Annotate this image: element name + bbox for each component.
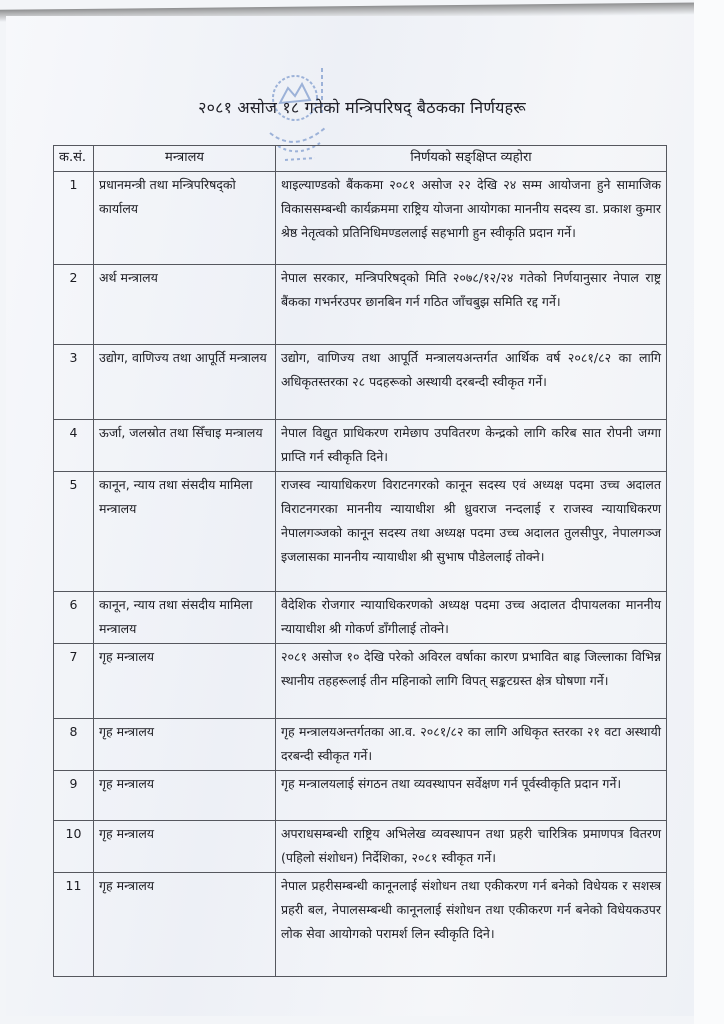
row-decision: नेपाल प्रहरीसम्बन्धी कानूनलाई संशोधन तथा एकीकरण गर्न बनेको विधेयक र सशस्त्र प्रहरी बल, नेपालसम्बन्धी कानूनलाई संशोधन तथा एकीकरण गर्न बनेको विधेयकउपर लोक सेवा आयोगको परामर्श लिन स्वीकृति दिने। <box>276 873 667 977</box>
table-row <box>54 172 667 265</box>
row-decision: थाइल्याण्डको बैंककमा २०८१ असोज २२ देखि २४ सम्म आयोजना हुने सामाजिक विकाससम्बन्धी कार्यक्रममा राष्ट्रिय योजना आयोगका माननीय सदस्य डा. प्रकाश कुमार श्रेष्ठ नेतृत्वको प्रतिनिधिमण्डललाई सहभागी हुन स्वीकृति प्रदान गर्ने। <box>276 172 667 265</box>
row-ministry: कानून, न्याय तथा संसदीय मामिला मन्त्रालय <box>94 592 276 644</box>
table-header-row <box>54 146 667 172</box>
header-decision: निर्णयको सङ्क्षिप्त व्यहोरा <box>276 146 667 172</box>
table-row <box>54 873 667 977</box>
row-ministry: गृह मन्त्रालय <box>94 873 276 977</box>
table-row <box>54 644 667 719</box>
scan-margin <box>694 0 724 1024</box>
row-serial: 1 <box>54 172 94 265</box>
table-row <box>54 719 667 771</box>
table-row <box>54 420 667 472</box>
table-row <box>54 345 667 420</box>
row-serial: 7 <box>54 644 94 719</box>
table-row <box>54 771 667 821</box>
row-serial: 5 <box>54 472 94 592</box>
row-decision: नेपाल सरकार, मन्त्रिपरिषद्को मिति २०७८/१२/२४ गतेको निर्णयानुसार नेपाल राष्ट्र बैंकका गभर्नरउपर छानबिन गर्न गठित जाँचबुझ समिति रद्द गर्ने। <box>276 265 667 345</box>
table-row <box>54 265 667 345</box>
row-ministry: प्रधानमन्त्री तथा मन्त्रिपरिषद्को कार्यालय <box>94 172 276 265</box>
row-decision: गृह मन्त्रालयअन्तर्गतका आ.व. २०८१/८२ का लागि अधिकृत स्तरका २१ वटा अस्थायी दरबन्दी स्वीकृत गर्ने। <box>276 719 667 771</box>
row-decision: अपराधसम्बन्धी राष्ट्रिय अभिलेख व्यवस्थापन तथा प्रहरी चारित्रिक प्रमाणपत्र वितरण (पहिलो संशोधन) निर्देशिका, २०८१ स्वीकृत गर्ने। <box>276 821 667 873</box>
row-decision: २०८१ असोज १० देखि परेको अविरल वर्षाका कारण प्रभावित बाह्र जिल्लाका विभिन्न स्थानीय तहहरूलाई तीन महिनाको लागि विपत् सङ्कटग्रस्त क्षेत्र घोषणा गर्ने। <box>276 644 667 719</box>
row-decision: नेपाल विद्युत प्राधिकरण रामेछाप उपवितरण केन्द्रको लागि करिब सात रोपनी जग्गा प्राप्ति गर्न स्वीकृति दिने। <box>276 420 667 472</box>
table-row <box>54 821 667 873</box>
row-ministry: कानून, न्याय तथा संसदीय मामिला मन्त्रालय <box>94 472 276 592</box>
row-serial: 3 <box>54 345 94 420</box>
row-serial: 2 <box>54 265 94 345</box>
row-serial: 11 <box>54 873 94 977</box>
page-title: २०८१ असोज १८ गतेको मन्त्रिपरिषद् बैठकका निर्णयहरू <box>198 98 526 117</box>
row-serial: 6 <box>54 592 94 644</box>
table-row <box>54 472 667 592</box>
row-serial: 10 <box>54 821 94 873</box>
decisions-table <box>53 145 667 977</box>
row-decision: उद्योग, वाणिज्य तथा आपूर्ति मन्त्रालयअन्तर्गत आर्थिक वर्ष २०८१/८२ का लागि अधिकृतस्तरका २८ पदहरूको अस्थायी दरबन्दी स्वीकृत गर्ने। <box>276 345 667 420</box>
row-ministry: अर्थ मन्त्रालय <box>94 265 276 345</box>
header-serial: क.सं. <box>54 146 94 172</box>
row-ministry: गृह मन्त्रालय <box>94 719 276 771</box>
row-decision: राजस्व न्यायाधिकरण विराटनगरको कानून सदस्य एवं अध्यक्ष पदमा उच्च अदालत विराटनगरका माननीय न्यायाधीश श्री ध्रुवराज नन्दलाई र राजस्व न्यायाधिकरण नेपालगञ्जको कानून सदस्य तथा अध्यक्ष पदमा उच्च अदालत तुलसीपुर, नेपालगञ्ज इजलासका माननीय न्यायाधीश श्री सुभाष पौडेललाई तोक्ने। <box>276 472 667 592</box>
header-ministry: मन्त्रालय <box>94 146 276 172</box>
row-ministry: उद्योग, वाणिज्य तथा आपूर्ति मन्त्रालय <box>94 345 276 420</box>
row-serial: 4 <box>54 420 94 472</box>
row-ministry: गृह मन्त्रालय <box>94 644 276 719</box>
row-ministry: ऊर्जा, जलस्रोत तथा सिँचाइ मन्त्रालय <box>94 420 276 472</box>
row-serial: 8 <box>54 719 94 771</box>
row-decision: गृह मन्त्रालयलाई संगठन तथा व्यवस्थापन सर्वेक्षण गर्न पूर्वस्वीकृति प्रदान गर्ने। <box>276 771 667 821</box>
row-ministry: गृह मन्त्रालय <box>94 771 276 821</box>
row-serial: 9 <box>54 771 94 821</box>
row-ministry: गृह मन्त्रालय <box>94 821 276 873</box>
row-decision: वैदेशिक रोजगार न्यायाधिकरणको अध्यक्ष पदमा उच्च अदालत दीपायलका माननीय न्यायाधीश श्री गोकर्ण डाँगीलाई तोक्ने। <box>276 592 667 644</box>
table-row <box>54 592 667 644</box>
